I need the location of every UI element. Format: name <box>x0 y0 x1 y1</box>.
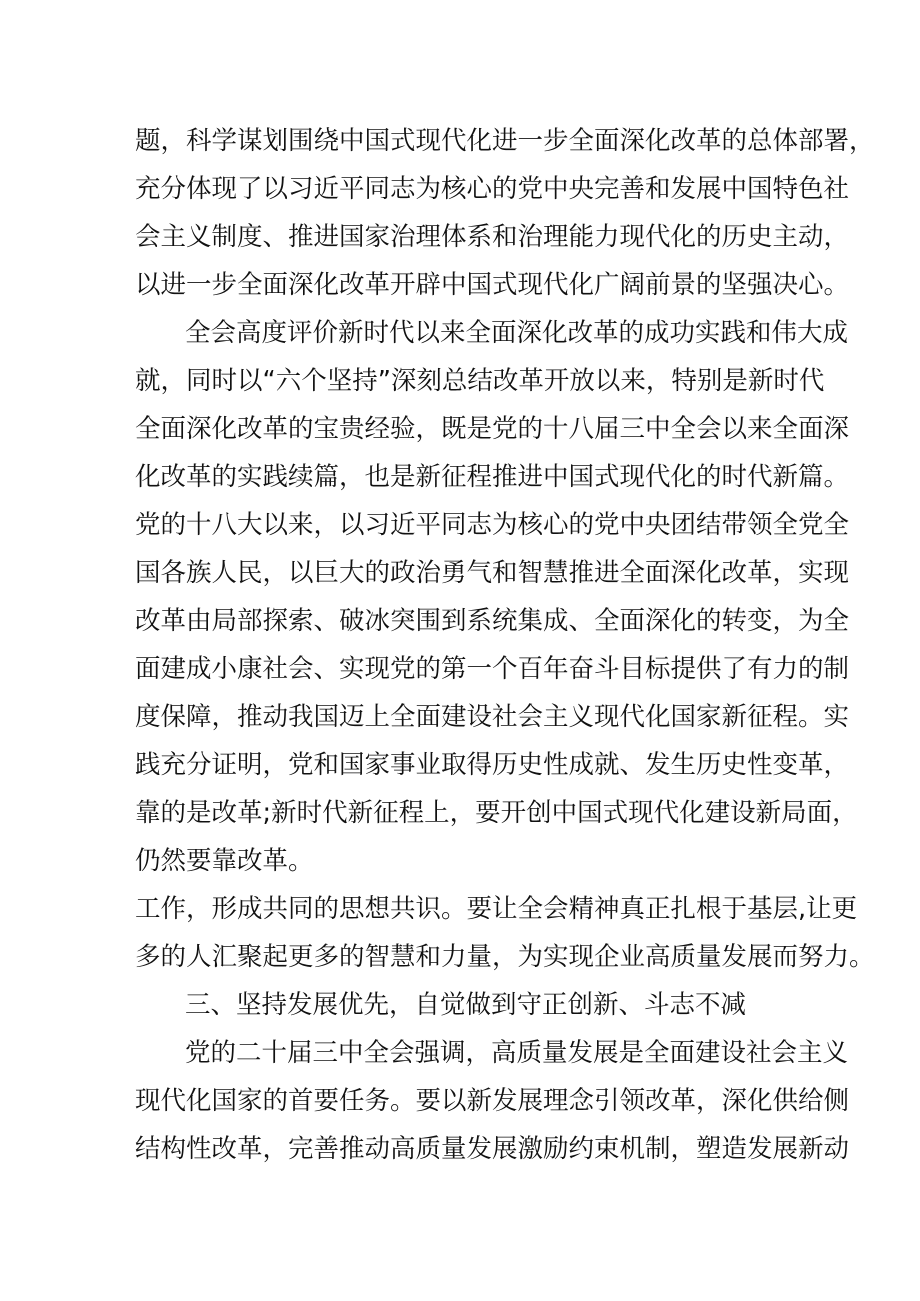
text-line: 就，同时以“六个坚持”深刻总结改革开放以来，特别是新时代 <box>135 366 825 396</box>
text-line: 全会高度评价新时代以来全面深化改革的成功实践和伟大成 <box>185 318 849 348</box>
text-line: 会主义制度、推进国家治理体系和治理能力现代化的历史主动， <box>135 222 850 252</box>
text-line: 结构性改革，完善推动高质量发展激励约束机制，塑造发展新动 <box>135 1134 850 1164</box>
text-line: 度保障，推动我国迈上全面建设社会主义现代化国家新征程。实 <box>135 702 850 732</box>
text-line: 现代化国家的首要任务。要以新发展理念引领改革，深化供给侧 <box>135 1086 850 1116</box>
text-line: 改革由局部探索、破冰突围到系统集成、全面深化的转变，为全 <box>135 606 850 636</box>
text-line: 践充分证明，党和国家事业取得历史性成就、发生历史性变革， <box>135 750 850 780</box>
text-line: 全面深化改革的宝贵经验，既是党的十八届三中全会以来全面深 <box>135 414 850 444</box>
text-line: 仍然要靠改革。 <box>135 846 314 876</box>
text-line: 靠的是改革;新时代新征程上，要开创中国式现代化建设新局面， <box>135 798 858 828</box>
text-line: 以进一步全面深化改革开辟中国式现代化广阔前景的坚强决心。 <box>135 270 850 300</box>
text-line: 多的人汇聚起更多的智慧和力量，为实现企业高质量发展而努力。 <box>135 942 875 972</box>
text-line: 题，科学谋划围绕中国式现代化进一步全面深化改革的总体部署， <box>135 126 875 156</box>
section-heading: 三、坚持发展优先，自觉做到守正创新、斗志不减 <box>185 990 747 1020</box>
text-line: 党的二十届三中全会强调，高质量发展是全面建设社会主义 <box>185 1038 849 1068</box>
text-line: 国各族人民，以巨大的政治勇气和智慧推进全面深化改革，实现 <box>135 558 850 588</box>
text-line: 化改革的实践续篇，也是新征程推进中国式现代化的时代新篇。 <box>135 462 850 492</box>
text-line: 工作，形成共同的思想共识。要让全会精神真正扎根于基层,让更 <box>135 894 858 924</box>
text-line: 充分体现了以习近平同志为核心的党中央完善和发展中国特色社 <box>135 174 850 204</box>
text-line: 面建成小康社会、实现党的第一个百年奋斗目标提供了有力的制 <box>135 654 850 684</box>
text-line: 党的十八大以来，以习近平同志为核心的党中央团结带领全党全 <box>135 510 850 540</box>
